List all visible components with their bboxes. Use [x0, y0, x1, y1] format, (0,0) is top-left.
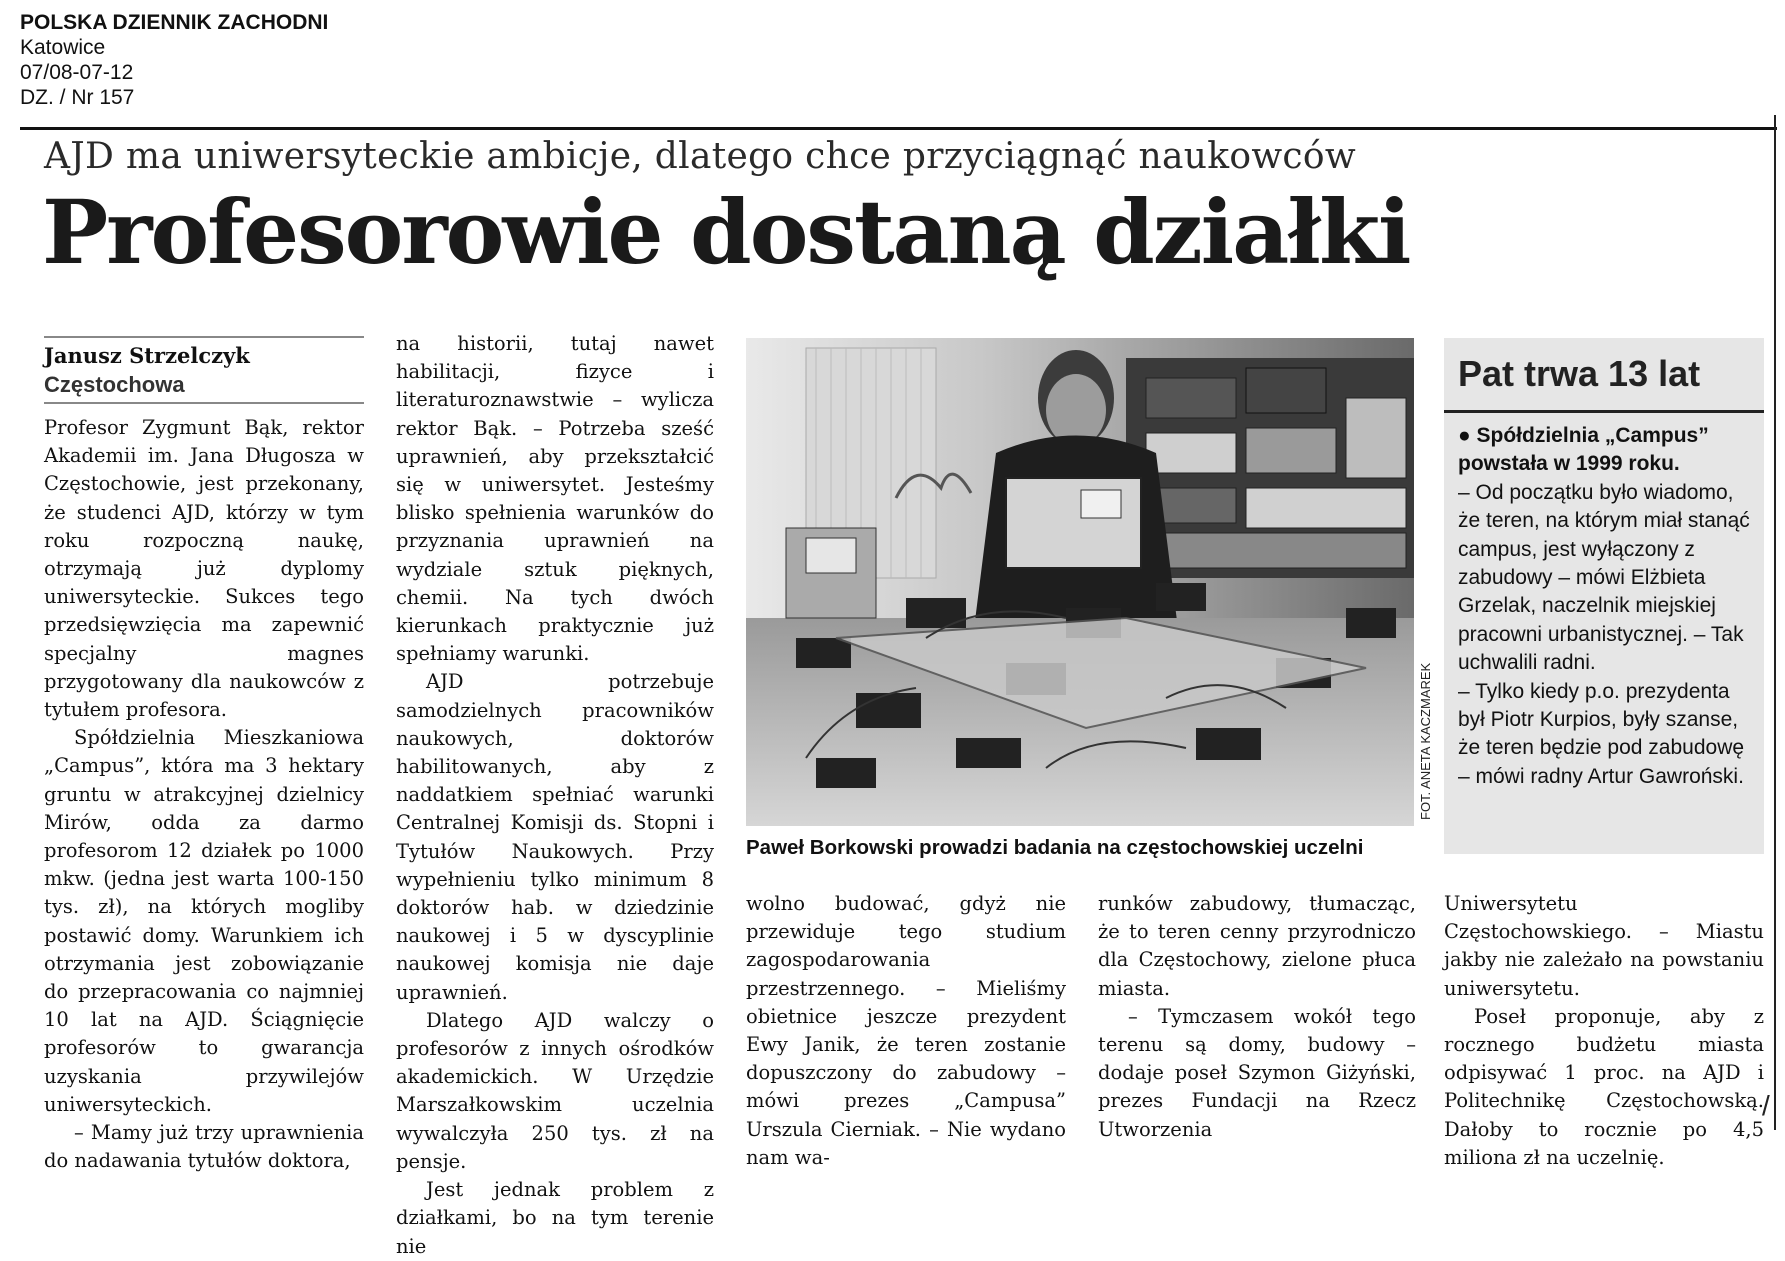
sidebar-box — [1444, 338, 1764, 854]
sidebar-title: Pat trwa 13 lat — [1458, 353, 1701, 394]
article-column-5 — [1444, 890, 1764, 1172]
sidebar-header — [1444, 338, 1764, 408]
photo-caption: Paweł Borkowski prowadzi badania na częstochowskiej uczelni — [746, 836, 1364, 859]
paragraph: Spółdzielnia Mieszkaniowa „Campus”, która ma 3 hektary gruntu w atrakcyjnej dzielnicy Mirów, odda za darmo profesorom 12 działek po 1000 mkw. (jedna jest warta 100-150 tys. zł), na których mogliby postawić domy. Warunkiem ich otrzymania jest zobowiązanie do przepracowania co najmniej 10 lat na AJD. Ściągnięcie profesorów to gwarancja uzyskania przywilejów uniwersyteckich. — [44, 726, 364, 1116]
paragraph: – Mamy już trzy uprawnienia do nadawania tytułów doktora, — [44, 1121, 364, 1173]
article-kicker: AJD ma uniwersyteckie ambicje, dlatego chce przyciągnąć naukowców — [44, 136, 1356, 177]
paragraph: – Tymczasem wokół tego terenu są domy, budowy – dodaje poseł Szymon Giżyński, prezes Fundacji na Rzecz Utworzenia — [1098, 1004, 1416, 1141]
sidebar-paragraph: – Od początku było wiadomo, że teren, na którym miał stanąć campus, jest wyłączony z zabudowy – mówi Elżbieta Grzelak, naczelnik miejskiej pracowni urbanistycznej. – Tak uchwalili radni. — [1458, 480, 1750, 675]
laboratory-photo-illustration — [746, 338, 1414, 826]
paragraph: runków zabudowy, tłumacząc, że to teren cenny przyrodniczo dla Częstochowy, zielone płuca miasta. — [1098, 892, 1416, 1000]
byline-rule-bottom — [44, 402, 364, 404]
masthead — [20, 10, 328, 110]
paragraph: na historii, tutaj nawet habilitacji, fizyce i literaturoznawstwie – wylicza rektor Bąk. – Potrzeba sześć uprawnień, aby przekształcić się w uniwersytet. Jesteśmy blisko spełnienia warunków do przyznania uprawnień na wydziale sztuk pięknych, chemii. Na tych dwóch kierunkach praktycznie już spełniamy warunki. — [396, 332, 714, 666]
article-column-4 — [1098, 890, 1416, 1144]
publication-name: POLSKA DZIENNIK ZACHODNI — [20, 11, 329, 34]
article-photo — [746, 338, 1414, 826]
top-rule — [20, 127, 1777, 130]
sidebar-body — [1458, 422, 1758, 791]
sidebar-paragraph: – Tylko kiedy p.o. prezydenta był Piotr Kurpios, były szanse, że teren będzie pod zabudowę – mówi radny Artur Gawroński. — [1458, 679, 1745, 788]
photo-credit: FOT. ANETA KACZMAREK — [1418, 662, 1433, 820]
paragraph: Dlatego AJD walczy o profesorów z innych ośrodków akademickich. W Urzędzie Marszałkowskim uczelnia wywalczyła 250 tys. zł na pensje. — [396, 1008, 714, 1173]
sidebar-lead: ● Spółdzielnia „Campus” powstała w 1999 roku. — [1458, 424, 1709, 476]
article-author: Janusz Strzelczyk — [44, 343, 250, 368]
article-location: Częstochowa — [44, 372, 185, 397]
article-column-3 — [746, 890, 1066, 1172]
article-headline: Profesorowie dostaną działki — [42, 180, 1410, 284]
paragraph: AJD potrzebuje samodzielnych pracowników naukowych, doktorów habilitowanych, aby z naddatkiem spełniać warunki Centralnej Komisji ds. Stopni i Tytułów Naukowych. Przy wypełnieniu tylko minimum 8 doktorów hab. w dziedzinie naukowej i 5 w dyscyplinie naukowej komisja nie daje uprawnień. — [396, 670, 714, 1004]
publication-date: 07/08-07-12 — [20, 61, 134, 84]
byline-rule-top — [44, 336, 364, 338]
paragraph: Profesor Zygmunt Bąk, rektor Akademii im. Jana Długosza w Częstochowie, jest przekonany, że studenci AJD, którzy w tym roku rozpoczną naukę, otrzymają już dyplomy uniwersyteckie. Sukces tego przedsięwzięcia ma zapewnić specjalny magnes przygotowany dla naukowców z tytułem profesora. — [44, 416, 364, 722]
sidebar-rule — [1444, 410, 1764, 413]
paragraph: Jest jednak problem z działkami, bo na tym terenie nie — [396, 1178, 714, 1258]
paragraph: Uniwersytetu Częstochowskiego. – Miastu jakby nie zależało na powstaniu uniwersytetu. — [1444, 892, 1764, 1000]
continuation-mark: / — [1762, 1090, 1770, 1121]
publication-city: Katowice — [20, 36, 106, 59]
paragraph: Poseł proponuje, aby z rocznego budżetu miasta odpisywać 1 proc. na AJD i Politechnikę Częstochowską. Dałoby to rocznie po 4,5 miliona zł na uczelnię. — [1444, 1004, 1764, 1169]
paragraph: wolno budować, gdyż nie przewiduje tego studium zagospodarowania przestrzennego. – Mieliśmy obietnice jeszcze prezydent Ewy Janik, że teren zostanie dopuszczony do zabudowy – mówi prezes „Campusa” Urszula Cierniak. – Nie wydano nam wa- — [746, 892, 1066, 1169]
issue-number: DZ. / Nr 157 — [20, 86, 135, 109]
article-column-2 — [396, 330, 714, 1261]
article-column-1 — [44, 414, 364, 1175]
right-edge-rule — [1774, 115, 1776, 1130]
